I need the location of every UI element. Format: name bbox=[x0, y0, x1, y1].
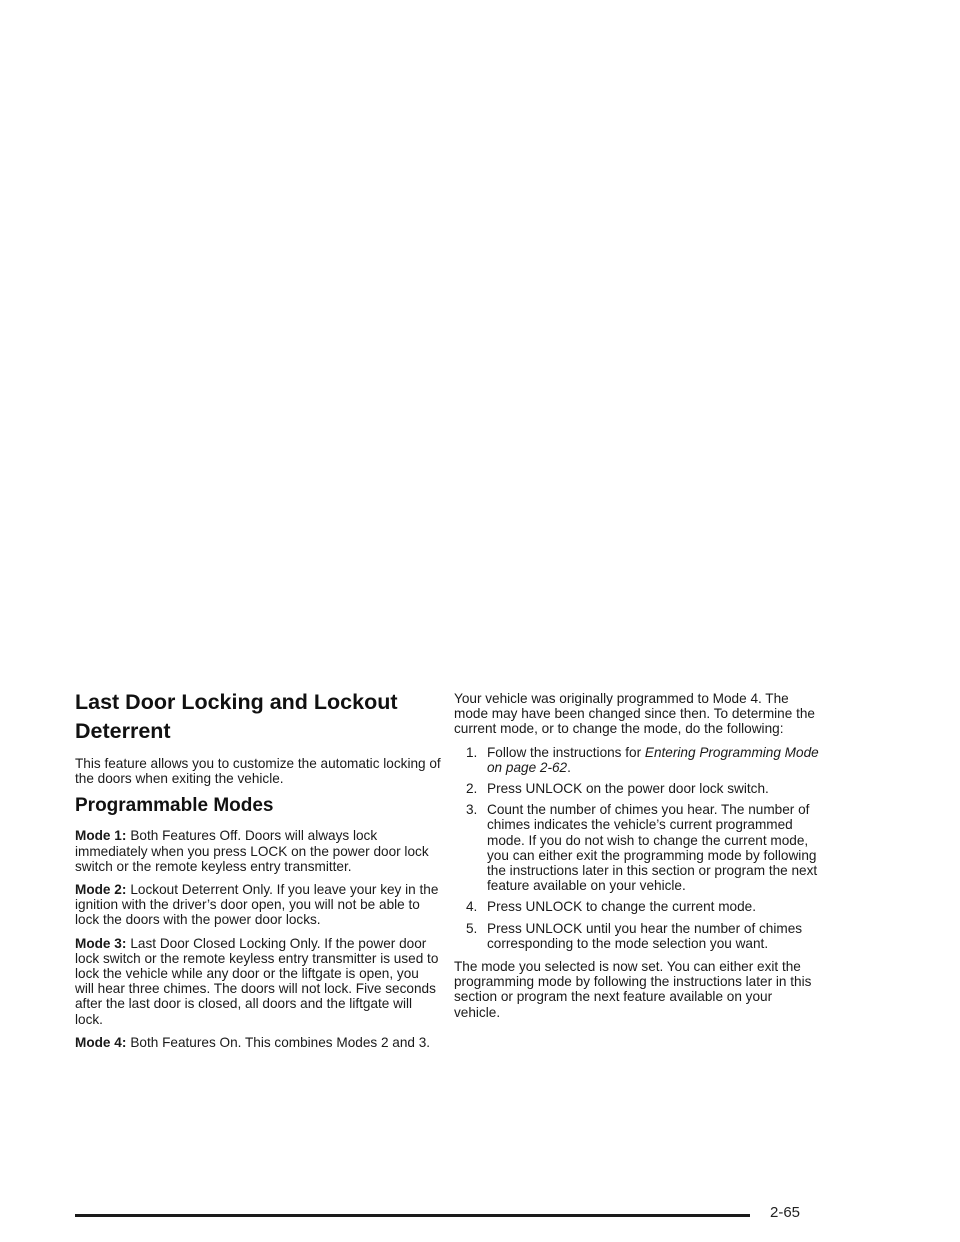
step-3 bbox=[454, 802, 820, 893]
step-3-number: 3. bbox=[466, 802, 478, 818]
mode-2-paragraph bbox=[75, 882, 441, 928]
mode-4-text: Both Features On. This combines Modes 2 and 3. bbox=[130, 1034, 431, 1050]
mode-3-text: Last Door Closed Locking Only. If the power door lock switch or the remote keyless entry transmitter is used to lock the vehicle while any door or the liftgate is open, you will hear three chimes. The doors will not lock. Five seconds after the last door is closed, all doors and the liftgate will lock. bbox=[75, 935, 439, 1027]
mode-2-label: Mode 2: bbox=[75, 882, 127, 898]
step-1-number: 1. bbox=[466, 744, 478, 760]
procedure-steps bbox=[454, 745, 820, 951]
step-4-text: Press UNLOCK to change the current mode. bbox=[487, 899, 756, 915]
section-title: Last Door Locking and Lockout Deterrent bbox=[75, 690, 398, 743]
modes-heading: Programmable Modes bbox=[75, 795, 274, 817]
mode-4-label: Mode 4: bbox=[75, 1034, 127, 1050]
step-1-text: Follow the instructions for bbox=[487, 744, 645, 760]
step-5 bbox=[454, 921, 820, 951]
step-5-text: Press UNLOCK until you hear the number of chimes corresponding to the mode selection you want. bbox=[487, 920, 803, 951]
step-1-page-reference[interactable]: Entering Programming Mode on page 2-62 bbox=[487, 744, 819, 775]
section-intro: This feature allows you to customize the automatic locking of the doors when exiting the vehicle. bbox=[75, 756, 441, 787]
procedure-intro: Your vehicle was originally programmed to Mode 4. The mode may have been changed since then. To determine the current mode, or to change the mode, do the following: bbox=[454, 691, 815, 737]
step-3-text: Count the number of chimes you hear. The number of chimes indicates the vehicle’s current programmed mode. If you do not wish to change the current mode, you can either exit the programming mode by following the instructions later in this section or program the next feature available on your vehicle. bbox=[487, 802, 818, 894]
footer-rule bbox=[75, 1214, 750, 1217]
mode-1-text: Both Features Off. Doors will always lock immediately when you press LOCK on the power door lock switch or the remote keyless entry transmitter. bbox=[75, 828, 429, 874]
step-2-text: Press UNLOCK on the power door lock switch. bbox=[487, 781, 769, 797]
mode-3-label: Mode 3: bbox=[75, 935, 127, 951]
right-column bbox=[454, 691, 820, 1028]
step-5-number: 5. bbox=[466, 920, 478, 936]
left-column bbox=[75, 688, 441, 1058]
mode-1-label: Mode 1: bbox=[75, 828, 127, 844]
page-number: 2-65 bbox=[770, 1204, 801, 1221]
step-2-number: 2. bbox=[466, 781, 478, 797]
step-4-number: 4. bbox=[466, 899, 478, 915]
step-4 bbox=[454, 899, 820, 914]
procedure-closing: The mode you selected is now set. You can either exit the programming mode by following the instructions later in this section or program the next feature available on your vehicle. bbox=[454, 959, 812, 1020]
mode-2-text: Lockout Deterrent Only. If you leave your key in the ignition with the driver’s door open, you will not be able to lock the doors with the power door locks. bbox=[75, 882, 439, 928]
step-1-period: . bbox=[567, 759, 571, 775]
mode-1-paragraph bbox=[75, 828, 441, 874]
mode-3-paragraph bbox=[75, 936, 441, 1027]
mode-4-paragraph bbox=[75, 1035, 441, 1050]
step-2 bbox=[454, 781, 820, 796]
step-1 bbox=[454, 745, 820, 775]
